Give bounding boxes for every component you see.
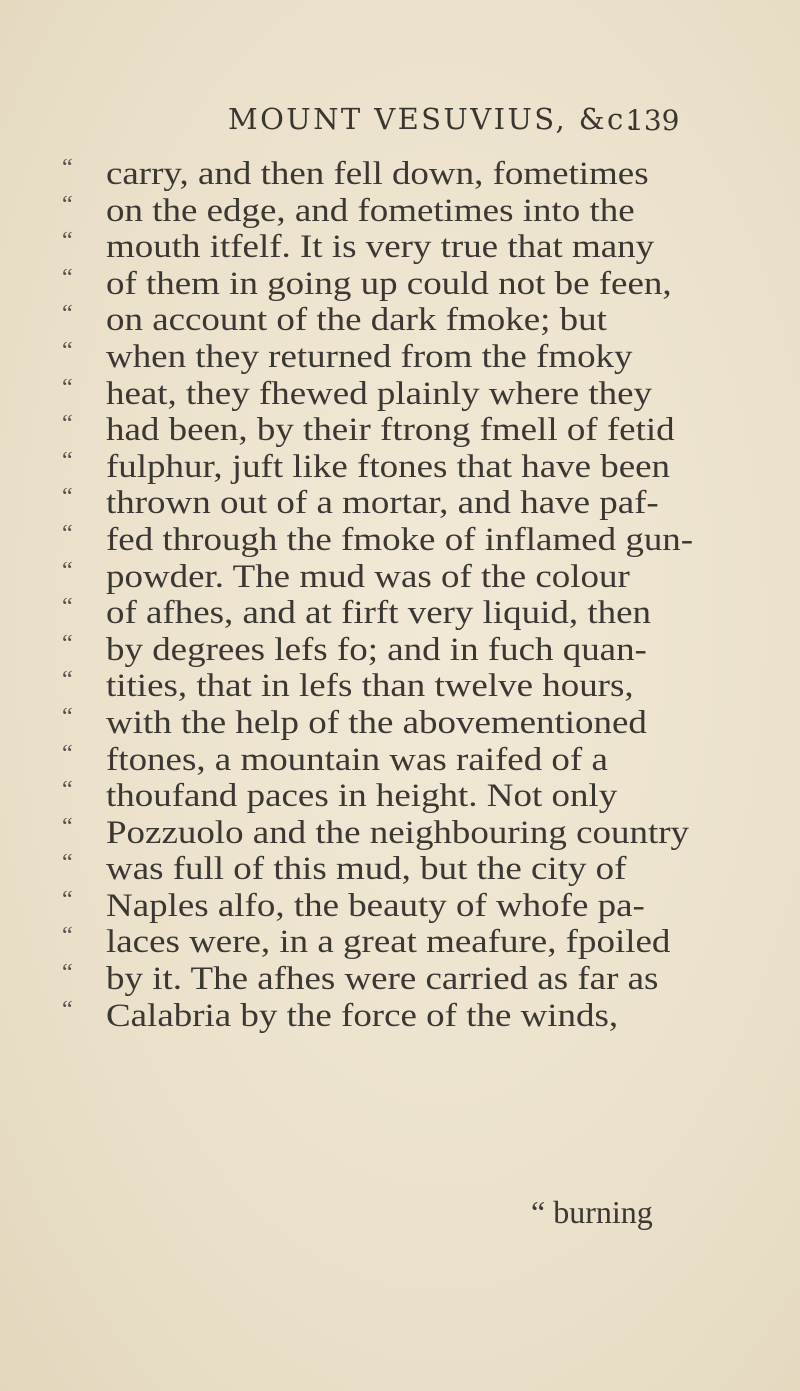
catchword: “ burning — [531, 1194, 653, 1230]
running-title: MOUNT VESUVIUS, &c. — [228, 102, 638, 136]
line-text: laces were, in a great meafure, fpoiled — [106, 924, 671, 961]
line-text: by degrees lefs fo; and in fuch quan- — [106, 631, 647, 668]
quote-mark: “ — [62, 630, 73, 657]
quote-mark: “ — [62, 886, 73, 913]
quote-mark: “ — [62, 228, 73, 255]
quote-mark: “ — [62, 301, 73, 328]
quote-mark: “ — [62, 264, 73, 291]
line-text: Pozzuolo and the neighbouring country — [106, 814, 690, 851]
text-line — [62, 740, 786, 779]
quote-mark: “ — [62, 813, 73, 840]
quote-mark: “ — [62, 850, 73, 877]
text-line — [62, 484, 786, 522]
line-text: thrown out of a mortar, and have paf- — [106, 485, 659, 522]
line-text: was full of this mud, but the city of — [106, 851, 627, 888]
text-line — [62, 630, 786, 669]
line-text: mouth itfelf. It is very true that many — [106, 229, 655, 266]
quote-mark: “ — [62, 374, 73, 401]
line-text: fulphur, juft like ftones that have been — [106, 448, 671, 485]
text-line — [62, 301, 786, 339]
quote-mark: “ — [62, 411, 73, 438]
line-text: of them in going up could not be feen, — [106, 265, 672, 302]
text-line — [62, 594, 786, 632]
text-line — [62, 520, 786, 559]
text-line — [62, 228, 786, 266]
quote-mark: “ — [62, 923, 73, 950]
line-text: with the help of the abovementioned — [106, 704, 647, 741]
text-line — [62, 264, 786, 303]
quote-mark: “ — [62, 703, 73, 730]
line-text: on the edge, and fometimes into the — [106, 192, 635, 229]
line-text: powder. The mud was of the colour — [106, 558, 630, 595]
line-text: by it. The afhes were carried as far as — [106, 961, 659, 998]
page-number: 139 — [626, 104, 680, 137]
text-line — [62, 337, 786, 376]
text-line — [62, 667, 786, 705]
quote-mark: “ — [62, 667, 73, 694]
body-text — [62, 155, 786, 1034]
line-text: Calabria by the force of the winds, — [106, 997, 619, 1034]
text-line — [62, 557, 786, 596]
quote-mark: “ — [62, 557, 73, 584]
line-text: had been, by their ftrong fmell of fetid — [106, 412, 675, 449]
line-text: tities, that in lefs than twelve hours, — [106, 668, 634, 705]
text-line — [62, 996, 786, 1035]
quote-mark: “ — [62, 520, 73, 547]
text-line — [62, 886, 786, 925]
quote-mark: “ — [62, 337, 73, 364]
line-text: ftones, a mountain was raifed of a — [106, 741, 608, 778]
line-text: of afhes, and at firft very liquid, then — [106, 595, 651, 632]
line-text: when they returned from the fmoky — [106, 338, 633, 375]
quote-mark: “ — [62, 191, 73, 218]
text-line — [62, 191, 786, 230]
quote-mark: “ — [62, 594, 73, 621]
text-line — [62, 850, 786, 888]
quote-mark: “ — [62, 777, 73, 804]
line-text: fed through the fmoke of inflamed gun- — [106, 521, 694, 558]
text-line — [62, 813, 786, 852]
text-line — [62, 777, 786, 815]
line-text: on account of the dark fmoke; but — [106, 302, 607, 339]
text-line — [62, 703, 786, 742]
line-text: thoufand paces in height. Not only — [106, 778, 618, 815]
page-header — [0, 100, 800, 146]
quote-mark: “ — [62, 960, 73, 987]
line-text: Naples alfo, the beauty of whofe pa- — [106, 887, 645, 924]
text-line — [62, 923, 786, 961]
quote-mark: “ — [62, 484, 73, 511]
text-line — [62, 960, 786, 998]
text-line — [62, 155, 786, 193]
quote-mark: “ — [62, 740, 73, 767]
text-line — [62, 374, 786, 413]
text-line — [62, 411, 786, 449]
line-text: heat, they fhewed plainly where they — [106, 375, 652, 412]
quote-mark: “ — [62, 155, 73, 181]
text-line — [62, 447, 786, 486]
quote-mark: “ — [62, 996, 73, 1023]
quote-mark: “ — [62, 447, 73, 474]
line-text: carry, and then fell down, fometimes — [106, 156, 649, 192]
